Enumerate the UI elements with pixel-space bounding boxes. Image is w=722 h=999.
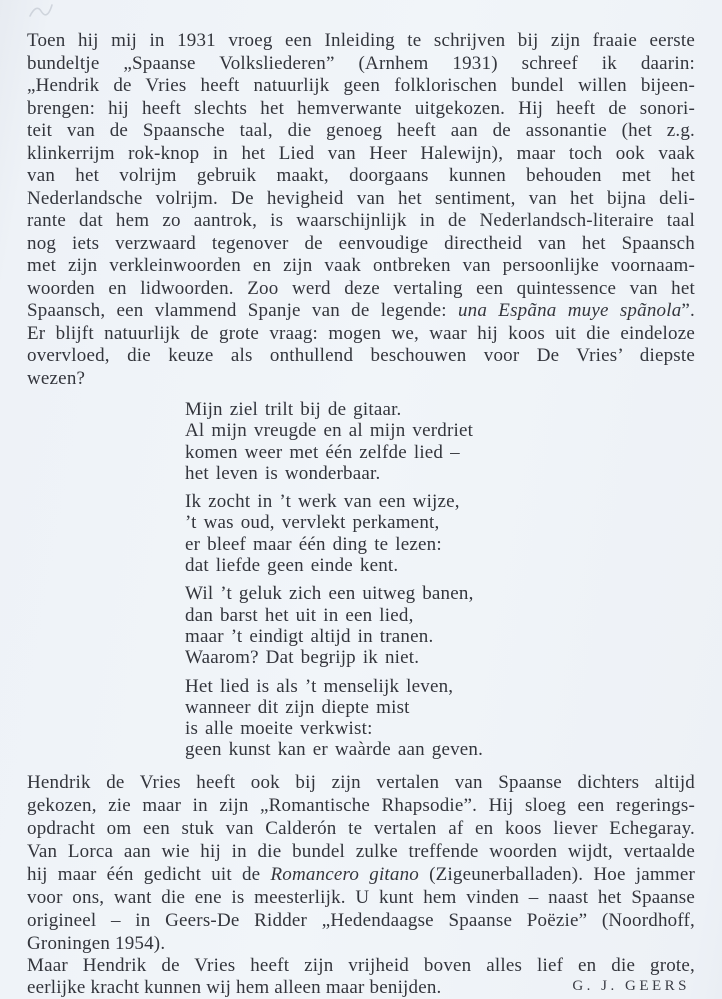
- text-line: [27, 255, 695, 278]
- closing-paragraph: [27, 771, 695, 955]
- text-segment: Van Lorca aan wie hij in die bundel zulke treffende woorden wijdt, vertaalde: [27, 840, 695, 862]
- text-segment: geen kunst kan er waàrde aan geven.: [185, 739, 484, 761]
- poem: [185, 399, 695, 761]
- text-line: [27, 817, 695, 840]
- author-signature: G. J. GEERS: [572, 978, 690, 994]
- page-content: [27, 30, 695, 999]
- text-line: [27, 233, 695, 256]
- text-segment: klinkerrijm rok-knop in het Lied van Heer Halewijn), maar toch ook vaak: [27, 142, 695, 164]
- text-line: [27, 30, 695, 53]
- text-segment: wezen?: [27, 367, 86, 389]
- text-segment: ’t was oud, vervlekt perkament,: [185, 512, 440, 534]
- text-segment: Maar Hendrik de Vries heeft zijn vrijheid boven alles lief en die grote,: [27, 954, 695, 976]
- italic-text: una Espãna muye spãnola: [457, 300, 682, 321]
- text-line: [27, 278, 695, 301]
- text-line: [27, 120, 695, 143]
- text-segment: er bleef maar één ding te lezen:: [185, 533, 442, 555]
- text-segment: woorden en lidwoorden. Zoo werd deze vertaling een quintessence van het: [27, 277, 695, 299]
- pencil-mark: [28, 2, 54, 20]
- text-segment: Waarom? Dat begrijp ik niet.: [185, 647, 420, 669]
- text-segment: teit van de Spaansche taal, die genoeg heeft aan de assonantie (het z.g.: [27, 120, 695, 141]
- text-line: [27, 53, 695, 76]
- italic-text: Romancero gitano: [270, 863, 419, 885]
- text-segment: origineel – in Geers-De Ridder „Hedendaagse Spaanse Poëzie” (Noordhoff,: [27, 909, 695, 931]
- text-segment: ”.: [681, 300, 695, 321]
- text-line: [185, 626, 695, 647]
- text-line: [27, 323, 695, 346]
- text-segment: Nederlandsche volrijm. De hevigheid van het sentiment, van het bijna deli-: [27, 187, 695, 209]
- text-line: [185, 555, 695, 576]
- text-line: [27, 98, 695, 121]
- text-line: [27, 932, 695, 955]
- text-segment: Toen hij mij in 1931 vroeg een Inleiding te schrijven bij zijn fraaie eerste: [27, 30, 695, 51]
- text-segment: wanneer dit zijn diepte mist: [185, 696, 410, 718]
- text-line: [185, 463, 695, 484]
- text-segment: (Zigeunerballaden). Hoe jammer: [419, 863, 695, 885]
- text-segment: maar ’t eindigt altijd in tranen.: [185, 625, 434, 647]
- text-line: [27, 188, 695, 211]
- text-line: [27, 863, 695, 886]
- text-line: [185, 583, 695, 604]
- intro-paragraph: [27, 30, 695, 390]
- text-segment: brengen: hij heeft slechts het hemverwante uitgekozen. Hij heeft de sonori-: [27, 97, 695, 119]
- text-line: [27, 345, 695, 368]
- text-line: [27, 794, 695, 817]
- text-line: [27, 909, 695, 932]
- text-line: [185, 491, 695, 512]
- text-segment: dan barst het uit in een lied,: [185, 604, 414, 626]
- text-line: [27, 840, 695, 863]
- poem-stanza: [185, 399, 695, 484]
- text-line: [27, 955, 695, 977]
- text-segment: voor ons, want die ene is meesterlijk. U kunt hem vinden – naast het Spaanse: [27, 886, 695, 908]
- text-line: [27, 165, 695, 188]
- text-segment: met zijn verkleinwoorden en zijn vaak ontbreken van persoonlijke voornaam-: [27, 255, 695, 276]
- text-line: [27, 368, 695, 391]
- text-segment: rante dat hem zo aantrok, is waarschijnlijk in de Nederlandsch-literaire taal: [27, 210, 695, 231]
- text-line: [185, 697, 695, 718]
- text-line: [185, 739, 695, 760]
- text-line: [185, 718, 695, 739]
- text-segment: „Hendrik de Vries heeft natuurlijk geen folklorischen bundel willen bijeen-: [27, 75, 695, 96]
- text-segment: komen weer met één zelfde lied –: [185, 441, 460, 463]
- poem-stanza: [185, 491, 695, 576]
- text-line: [27, 75, 695, 98]
- text-segment: is alle moeite verkwist:: [185, 718, 373, 740]
- text-segment: het leven is wonderbaar.: [185, 462, 381, 484]
- text-segment: opdracht om een stuk van Calderón te vertalen af en koos liever Echegaray.: [27, 817, 695, 839]
- text-line: [185, 399, 695, 420]
- text-segment: Spaansch, een vlammend Spanje van de legende:: [27, 300, 458, 321]
- text-segment: Het lied is als ’t menselijk leven,: [185, 675, 454, 697]
- text-line: [27, 300, 695, 323]
- text-line: [185, 676, 695, 697]
- text-line: [27, 771, 695, 794]
- text-line: [185, 647, 695, 668]
- text-line: [27, 143, 695, 166]
- text-segment: Hendrik de Vries heeft ook bij zijn vertalen van Spaanse dichters altijd: [27, 771, 695, 793]
- text-segment: Al mijn vreugde en al mijn verdriet: [185, 420, 474, 442]
- text-line: [27, 210, 695, 233]
- text-segment: Mijn ziel trilt bij de gitaar.: [185, 399, 402, 420]
- text-line: [185, 442, 695, 463]
- text-line: [185, 512, 695, 533]
- text-line: [185, 534, 695, 555]
- text-segment: overvloed, die keuze als onthullend beschouwen voor De Vries’ diepste: [27, 345, 695, 366]
- text-line: [27, 886, 695, 909]
- text-segment: Ik zocht in ’t werk van een wijze,: [185, 491, 460, 513]
- text-segment: hij maar één gedicht uit de: [27, 863, 271, 885]
- text-segment: eerlijke kracht kunnen wij hem alleen maar benijden.: [27, 977, 442, 999]
- text-segment: gekozen, zie maar in zijn „Romantische Rhapsodie”. Hij sloeg een regerings-: [27, 794, 695, 816]
- text-segment: van het volrijm gebruik maakt, doorgaans kunnen behouden met het: [27, 165, 695, 186]
- text-segment: Wil ’t geluk zich een uitweg banen,: [185, 583, 474, 605]
- text-segment: Er blijft natuurlijk de grote vraag: mogen we, waar hij koos uit die eindeloze: [27, 322, 695, 344]
- poem-stanza: [185, 676, 695, 761]
- text-line: [185, 605, 695, 626]
- text-segment: dat liefde geen einde kent.: [185, 555, 399, 577]
- poem-stanza: [185, 583, 695, 668]
- text-segment: bundeltje „Spaanse Volksliederen” (Arnhem 1931) schreef ik daarin:: [27, 52, 695, 74]
- text-line: [185, 420, 695, 441]
- text-segment: nog iets verzwaard tegenover de eenvoudige directheid van het Spaansch: [27, 232, 695, 254]
- text-segment: Groningen 1954).: [27, 932, 166, 954]
